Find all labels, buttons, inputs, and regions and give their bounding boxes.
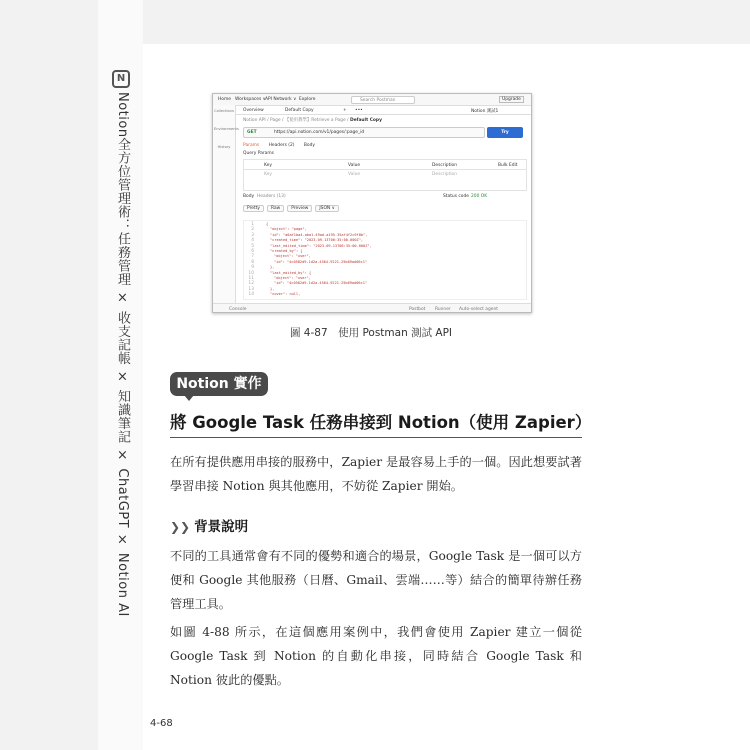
console-label: Console <box>229 306 247 312</box>
postman-screenshot <box>212 93 532 313</box>
code-line: "last_edited_by": { <box>270 270 312 275</box>
code-line: "created_by": { <box>270 249 303 253</box>
code-line-number: 1 <box>251 222 254 227</box>
status-value: 200 OK <box>471 194 488 199</box>
section-heading: 將 Google Task 任務串接到 Notion（使用 Zapier） <box>170 409 582 438</box>
headers-count: Headers (13) <box>257 194 286 199</box>
code-line-number: 12 <box>248 281 254 287</box>
code-line-number: 9 <box>251 265 254 271</box>
col-value: Value <box>348 162 361 168</box>
code-line: "object": "user", <box>274 276 311 280</box>
menu-api-network: API Network ∨ <box>265 97 297 102</box>
section-tag-pointer <box>184 395 194 401</box>
code-line: "id": "a0af1ba4-aba1-49ad-a195-35af4f2c9f8b", <box>270 232 368 237</box>
postman-sidebar <box>213 105 239 303</box>
method-label: GET <box>247 130 257 135</box>
format-toolbar <box>243 205 342 212</box>
response-code <box>243 220 527 300</box>
double-chevron-icon: ❯❯ <box>170 520 191 534</box>
request-url-bar <box>243 127 485 138</box>
intro-paragraph: 在所有提供應用串接的服務中，Zapier 是最容易上手的一個。因此想要試著學習串接 Notion 與其他應用，不妨從 Zapier 開始。 <box>170 455 582 493</box>
tab-params: Params <box>243 143 260 148</box>
postman-footer <box>213 303 531 313</box>
upgrade-button: Upgrade <box>499 96 524 103</box>
code-line: "object": "user", <box>274 254 311 259</box>
code-line: "last_edited_time": "2023-09-13T06:35:00.000Z", <box>270 243 372 248</box>
menu-home: Home <box>218 97 231 102</box>
code-line: }, <box>270 286 275 291</box>
menu-explore: Explore <box>299 97 316 102</box>
tab-default-copy: Default Copy <box>285 107 314 113</box>
code-line: { <box>266 222 269 226</box>
sidebar-environments: Environments <box>214 127 239 131</box>
placeholder-key: Key <box>264 171 272 177</box>
code-line-number: 11 <box>248 276 254 281</box>
tab-more: ••• <box>355 107 363 113</box>
search-placeholder: Search Postman <box>360 97 396 103</box>
code-line-number: 2 <box>251 227 254 233</box>
col-key: Key <box>264 162 272 168</box>
param-tabs <box>243 143 323 148</box>
try-button: Try <box>487 127 523 138</box>
code-line-number: 8 <box>251 259 254 265</box>
env-selector: Notion 測試1 <box>471 108 499 114</box>
book-logo: N <box>112 70 130 88</box>
code-line: }, <box>270 265 275 270</box>
postman-search <box>351 96 415 104</box>
format-raw: Raw <box>267 205 284 212</box>
breadcrumb-prefix: Notion API / Page / 【使用教學】Retrieve a Page / <box>243 118 349 123</box>
tab-body: Body <box>303 143 315 148</box>
example-paragraph: 如圖 4-88 所示，在這個應用案例中，我們會使用 Zapier 建立一個從 Google Task 到 Notion 的自動化串接，同時結合 Google Task 和 Notion 彼此的優點。 <box>170 625 582 687</box>
code-line-number: 4 <box>251 238 254 244</box>
code-line: "object": "page", <box>270 227 307 232</box>
request-breadcrumb <box>243 117 382 123</box>
code-line-number: 14 <box>248 292 254 298</box>
sidebar-collections: Collections <box>214 109 234 113</box>
bulk-edit: Bulk Edit <box>498 162 518 168</box>
code-line: "cover": null, <box>270 292 301 297</box>
tab-overview: Overview <box>243 107 264 113</box>
params-table-header <box>244 161 526 170</box>
code-line: "created_time": "2023-09-13T06:35:00.000Z", <box>270 238 364 243</box>
code-line-number: 7 <box>251 254 254 260</box>
subheading-text: 背景說明 <box>194 519 249 535</box>
background-paragraph: 不同的工具通常會有不同的優勢和適合的場景，Google Task 是一個可以方便和 Google 其他服務（日曆、Gmail、雲端……等）結合的簡單待辦任務管理工具。 <box>170 549 582 611</box>
params-table <box>243 159 527 191</box>
top-margin <box>143 0 750 44</box>
tab-add: + <box>343 107 347 113</box>
code-line: "id": "4c0582d9-1d2a-4564-9221-25b69ad06c1" <box>274 259 368 264</box>
code-line: "id": "4c0582d9-1d2a-4564-9221-25b69ad06c1" <box>274 281 368 286</box>
params-table-row <box>244 170 526 178</box>
book-title-vertical: Notion全方位管理術：任務管理 × 收支記帳 × 知識筆記 × ChatGPT × Notion AI <box>115 92 130 617</box>
page-number: 4-68 <box>150 718 173 729</box>
menu-workspaces: Workspaces ∨ <box>235 97 266 102</box>
footer-runner: Runner <box>435 306 451 312</box>
code-line-number: 10 <box>248 270 254 276</box>
subheading <box>170 515 248 535</box>
status-label: Status code <box>443 194 469 199</box>
format-json: JSON ∨ <box>315 205 338 212</box>
breadcrumb-current: Default Copy <box>349 118 382 123</box>
request-url: https://api.notion.com/v1/pages/:page_id <box>274 130 365 135</box>
format-pretty: Pretty <box>243 205 264 212</box>
format-preview: Preview <box>287 205 312 212</box>
tab-headers: Headers (2) <box>268 143 295 148</box>
code-line-number: 6 <box>251 249 254 254</box>
col-description: Description <box>432 162 458 168</box>
figure-caption: 圖 4-87 使用 Postman 測試 API <box>289 327 453 339</box>
placeholder-value: Value <box>348 171 361 177</box>
footer-postbot: Postbot <box>409 306 426 312</box>
code-line-number: 13 <box>248 286 254 292</box>
code-line-number: 5 <box>251 243 254 249</box>
postman-tabs <box>235 105 531 115</box>
sidebar-history: History <box>217 145 231 149</box>
placeholder-description: Description <box>432 171 458 177</box>
footer-agent: Auto-select agent <box>459 306 498 312</box>
body-label: Body <box>243 194 255 199</box>
query-params-label: Query Params <box>243 151 274 156</box>
section-tag: Notion 實作 9 <box>170 372 268 396</box>
code-line-number: 3 <box>251 232 254 238</box>
